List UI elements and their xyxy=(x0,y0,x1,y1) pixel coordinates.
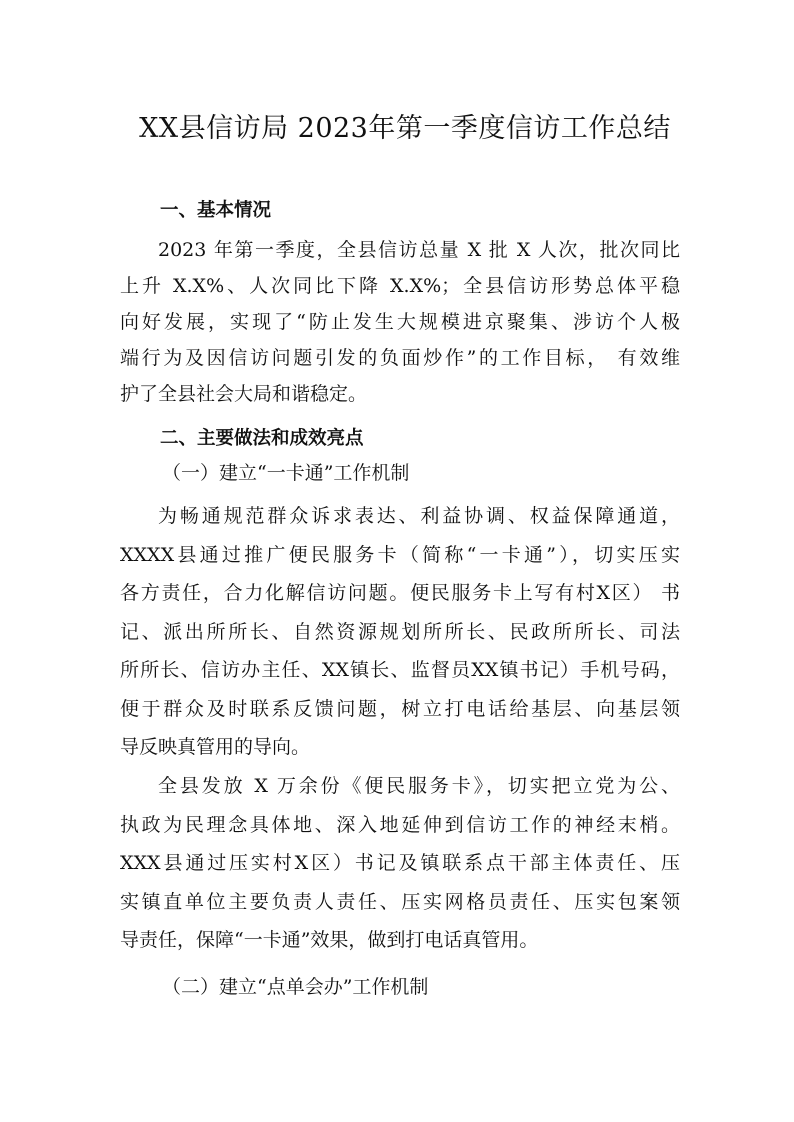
paragraph-line: 上升 X.X%、人次同比下降 X.X%；全县信访形势总体平稳 xyxy=(120,275,680,297)
paragraph-line: 便于群众及时联系反馈问题，树立打电话给基层、向基层领 xyxy=(120,697,680,720)
paragraph-line: 为畅通规范群众诉求表达、利益协调、权益保障通道， xyxy=(158,505,680,527)
paragraph-line: 2023 年第一季度，全县信访总量 X 批 X 人次，批次同比 xyxy=(158,239,680,261)
paragraph-line: 全县发放 X 万余份《便民服务卡》，切实把立党为公、 xyxy=(158,775,680,797)
section-heading-main-practices: 二、主要做法和成效亮点 xyxy=(160,428,364,449)
paragraph-card-distribution xyxy=(120,767,680,960)
subsection-heading-order-handling: （二）建立“点单会办”工作机制 xyxy=(162,976,429,998)
paragraph-line: 所所长、信访办主任、XX镇长、监督员XX镇书记）手机号码， xyxy=(120,659,680,681)
paragraph-line: 各方责任，合力化解信访问题。便民服务卡上写有村X区） 书 xyxy=(120,582,680,604)
paragraph-line: 导反映真管用的导向。 xyxy=(120,736,311,758)
section-heading-basic-situation: 一、基本情况 xyxy=(160,200,272,221)
paragraph-line: 导责任，保障“一卡通”效果，做到打电话真管用。 xyxy=(120,929,539,951)
paragraph-line: XXX县通过压实村X区）书记及镇联系点干部主体责任、压 xyxy=(120,852,680,874)
paragraph-line: 记、派出所所长、自然资源规划所所长、民政所所长、司法 xyxy=(120,620,680,643)
paragraph-one-card xyxy=(120,497,680,767)
paragraph-line: 向好发展，实现了“防止发生大规模进京聚集、涉访个人极 xyxy=(120,311,680,333)
paragraph-line: 执政为民理念具体地、深入地延伸到信访工作的神经末梢。 xyxy=(120,813,680,836)
paragraph-line: 护了全县社会大局和谐稳定。 xyxy=(120,383,368,405)
paragraph-basic-situation xyxy=(120,232,680,412)
document-title: XX县信访局 2023年第一季度信访工作总结 xyxy=(139,113,671,144)
subsection-heading-one-card: （一）建立“一卡通”工作机制 xyxy=(162,462,410,484)
paragraph-line: 实镇直单位主要负责人责任、压实网格员责任、压实包案领 xyxy=(120,890,680,913)
paragraph-line: XXXX县通过推广便民服务卡（简称“一卡通”），切实压实 xyxy=(120,543,680,566)
paragraph-line: 端行为及因信访问题引发的负面炒作”的工作目标， 有效维 xyxy=(120,347,680,369)
